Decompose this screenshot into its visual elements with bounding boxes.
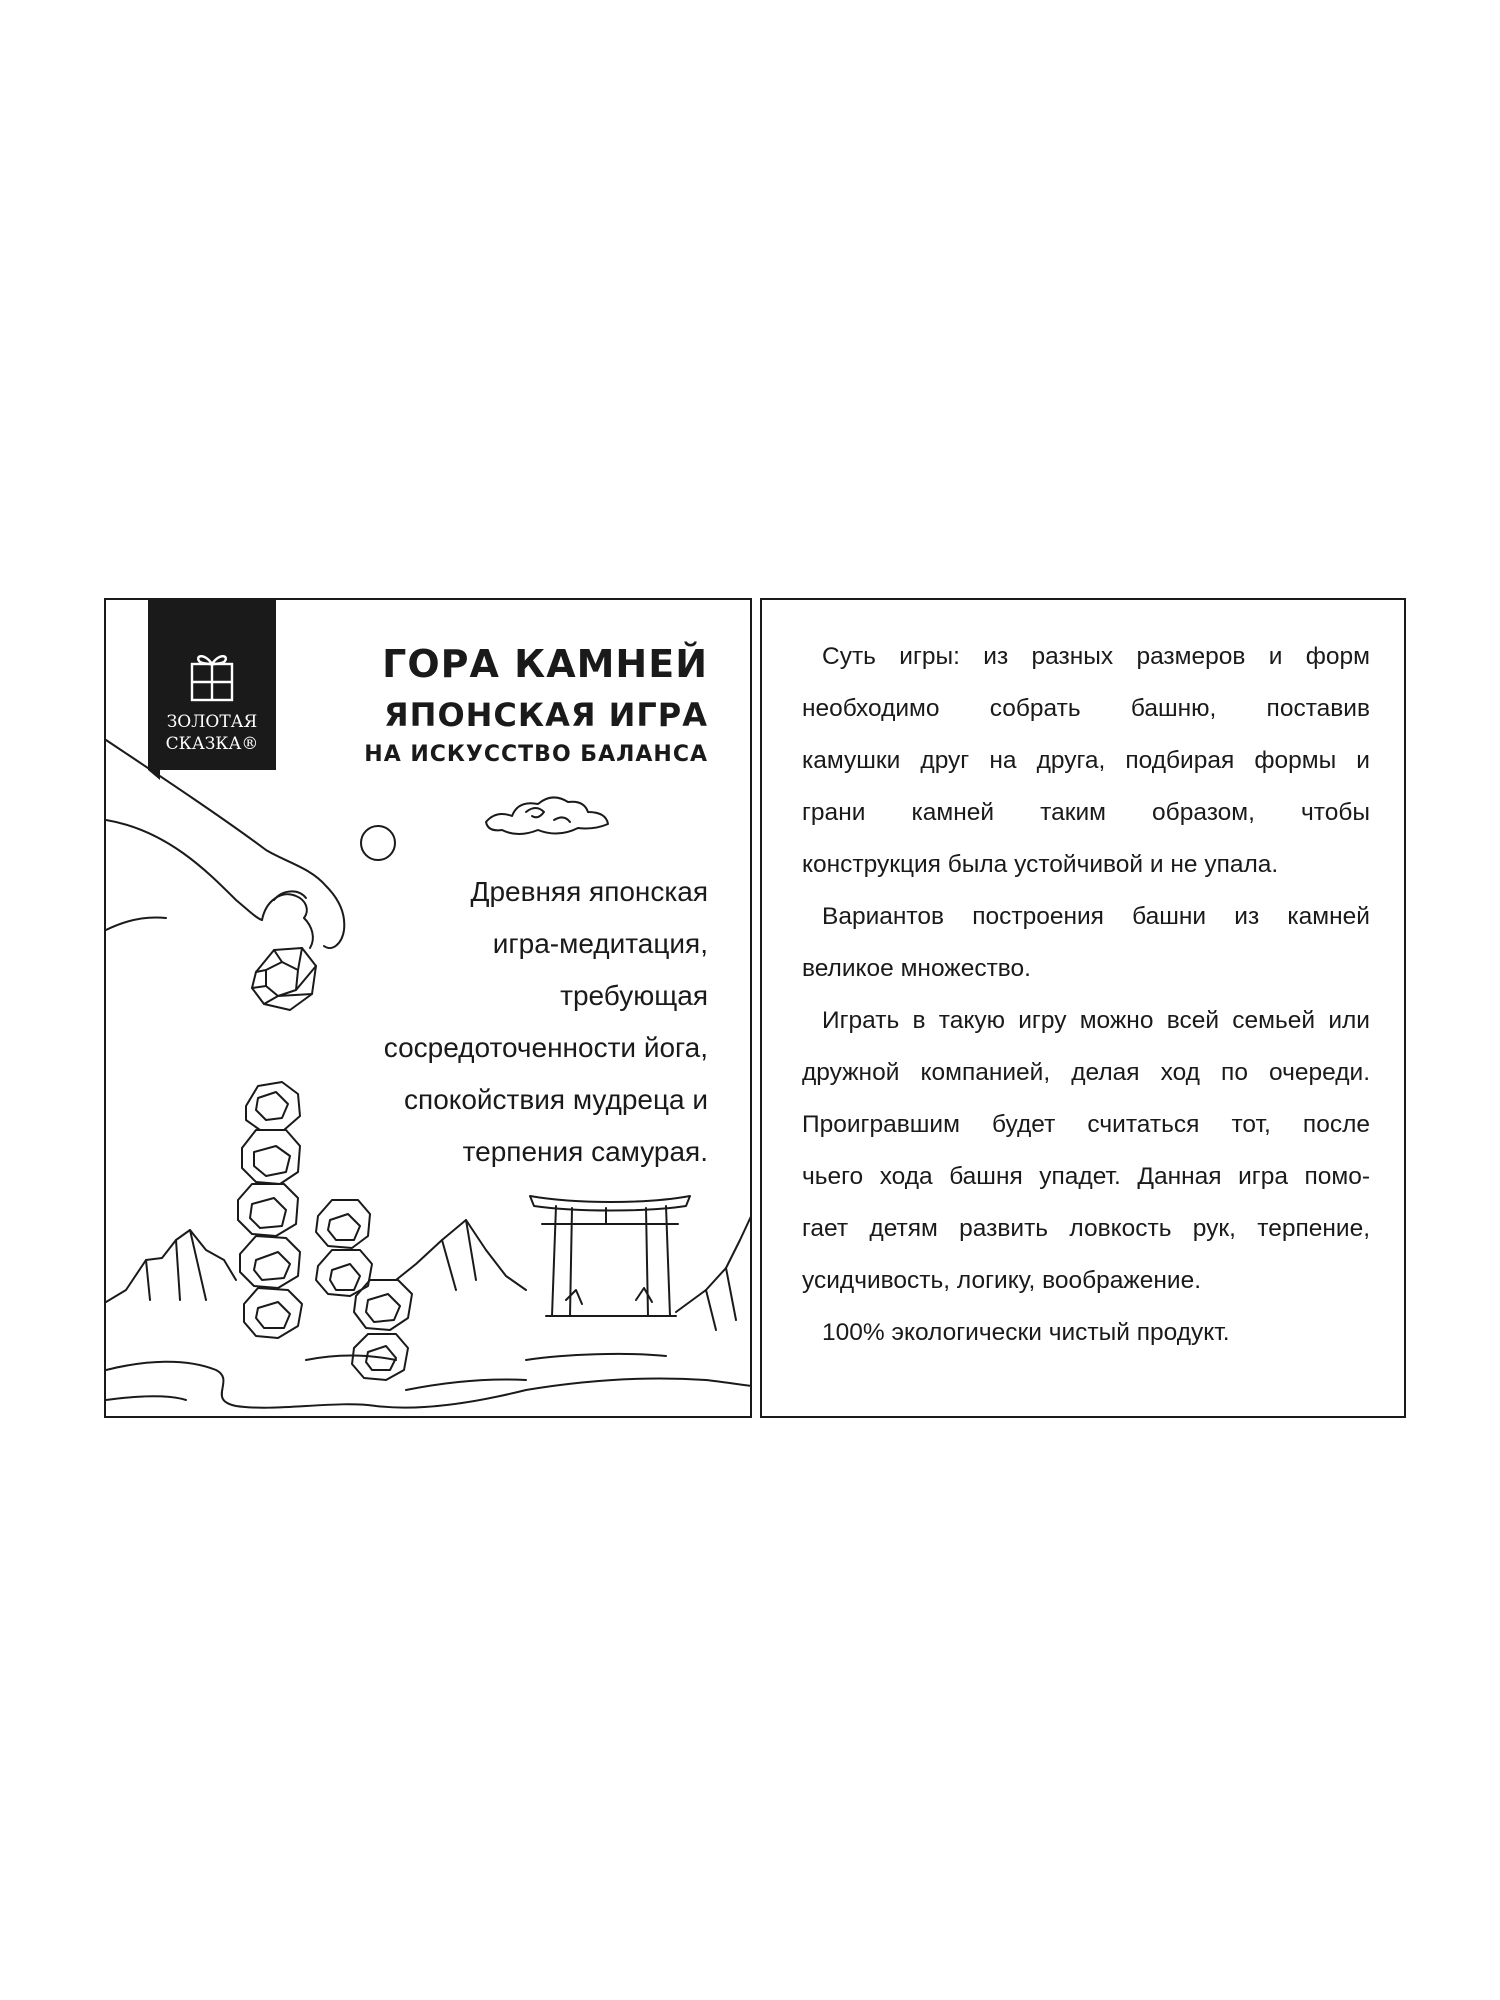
text-line: Играть в такую игру можно всей семьей или: [822, 1007, 1370, 1034]
text-line: великое множество.: [802, 955, 1031, 982]
text-line: дружной компанией, делая ход по очереди.: [802, 1059, 1370, 1086]
logo-line-1: ЗОЛОТАЯ: [166, 712, 258, 732]
torii-gate: [530, 1196, 690, 1316]
description-line: Древняя японская: [470, 876, 708, 907]
text-line: конструкция была устойчивой и не упала.: [802, 851, 1279, 878]
front-card: [104, 598, 752, 1418]
stone-tower-right: [316, 1200, 412, 1380]
description-line: терпения самурая.: [462, 1136, 708, 1167]
back-card: [760, 598, 1406, 1418]
stone-tower-left: [238, 1082, 302, 1338]
text-line: гает детям развить ловкость рук, терпение,: [802, 1215, 1370, 1242]
text-line: камушки друг на друга, подбирая формы и: [802, 747, 1370, 774]
brand-logo: [148, 600, 276, 770]
description-line: сосредоточенности йога,: [383, 1032, 708, 1063]
text-line: необходимо собрать башню, поставив: [802, 695, 1370, 722]
text-line: 100% экологически чистый продукт.: [822, 1319, 1230, 1346]
cloud: [486, 797, 608, 834]
description-line: спокойствия мудреца и: [404, 1084, 708, 1115]
moon: [361, 826, 395, 860]
mountains-right: [676, 1210, 752, 1312]
text-line: усидчивость, логику, воображение.: [802, 1267, 1202, 1294]
description-line: требующая: [560, 980, 708, 1011]
gift-box-icon: [186, 646, 238, 706]
text-line: Вариантов построения башни из камней: [822, 903, 1370, 930]
title-line-3: НА ИСКУССТВО БАЛАНСА: [364, 742, 708, 767]
arm: [106, 740, 344, 948]
text-line: грани камней таким образом, чтобы: [802, 799, 1370, 826]
mountains-center: [396, 1220, 526, 1290]
text-line: Проигравшим будет считаться тот, после: [802, 1111, 1370, 1138]
title-line-2: ЯПОНСКАЯ ИГРА: [384, 696, 708, 734]
mountains-left: [106, 1230, 236, 1302]
text-line: Суть игры: из разных размеров и форм: [822, 643, 1370, 670]
ground: [106, 1362, 752, 1408]
logo-line-2: СКАЗКА®: [165, 734, 259, 754]
text-line: чьего хода башня упадет. Данная игра помо-: [802, 1163, 1370, 1190]
description-line: игра-медитация,: [492, 928, 708, 959]
title-line-1: ГОРА КАМНЕЙ: [382, 642, 708, 686]
